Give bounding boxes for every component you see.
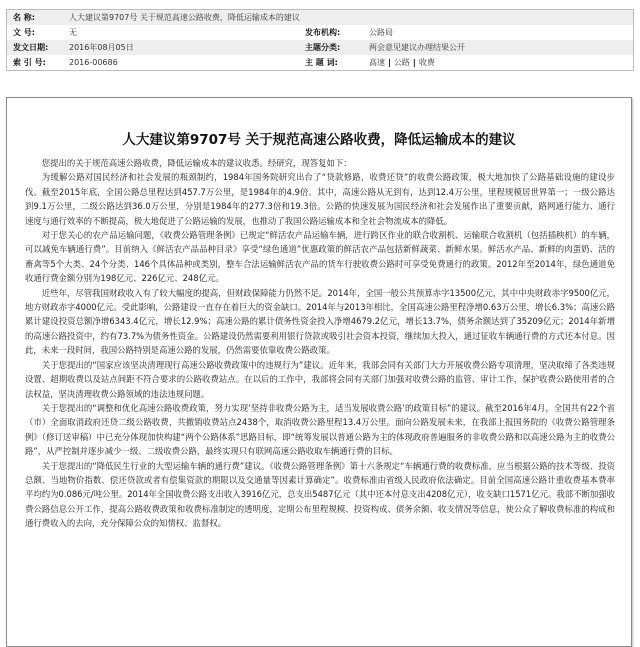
body-paragraph: 近些年，尽管我国财政收入有了较大幅度的提高，但财政保障能力仍然不足。2014年，全国一般公共预算赤字13500亿元，其中中央财政赤字9500亿元，地方财政赤字4000亿元。受此影响，公路建设一直存在着巨大的资金缺口。2014年与2013年相比，全国高速公路里程净增0.63万公里，增长6.3%；高速公路累计建设投资总额净增6343.4亿元，增长12.9%；高速公路的累计债务性资金投入净增4679.2亿元，增长13.7%，债务余额达到了35209亿元；2014年新增的高速公路投资中，约有73.7%为债务性资金。公路建设仍然需要利用银行贷款或吸引社会资本投资，继续加大投入，通过征收车辆通行费的方式还本付息。因此，未来一段时间，我国公路特别是高速公路的发展，仍然需要依靠收费公路政策。 bbox=[25, 287, 615, 356]
org-value: 公路局 bbox=[369, 28, 393, 37]
document-body bbox=[25, 156, 615, 531]
org-label: 发布机构: bbox=[305, 28, 341, 37]
index-value: 2016-00686 bbox=[69, 58, 118, 67]
metadata-row-date bbox=[7, 40, 634, 55]
body-paragraph: 关于您提出的“调整和优化高速公路收费政策，努力实现‘坚持非收费公路为主，适当发展收费公路’的政策目标”的建议。截至2016年4月，全国共有22个省（市）全面取消政府还贷二级公路收费，共撤销收费站点2438个，取消收费公路里程13.4万公里。面向公路发展未来，在我部上报国务院的《收费公路管理条例》（修订送审稿）中已充分体现加快构建“两个公路体系”思路目标，即“统筹发展以普通公路为主的体现政府普遍服务的非收费公路和以高速公路为主的收费公路”，从严控制并逐步减少一级、二级收费公路，最终实现只有联网高速公路收取车辆通行费的目标。 bbox=[25, 402, 615, 457]
metadata-row-name bbox=[7, 10, 634, 26]
index-label: 索 引 号: bbox=[13, 58, 46, 67]
name-value: 人大建议第9707号 关于规范高速公路收费，降低运输成本的建议 bbox=[63, 10, 634, 26]
date-value: 2016年08月05日 bbox=[63, 40, 299, 55]
document-panel bbox=[6, 97, 632, 647]
keywords-label: 主 题 词: bbox=[305, 58, 338, 67]
category-value: 两会意见建议办理结果公开 bbox=[363, 40, 634, 55]
metadata-row-index bbox=[7, 55, 634, 71]
body-paragraph: 关于您提出的“国家应该坚决清理现行高速公路收费政策中的违规行为”建议。近年来，我部会同有关部门大力开展收费公路专项清理，坚决取缔了各类违规设置、超期收费以及站点间距不符合要求的公路收费站点。在以后的工作中，我部将会同有关部门加强对收费公路的监管、审计工作，保护收费公路使用者的合法权益，坚决清理收费公路领域的违法违规问题。 bbox=[25, 359, 615, 399]
category-label: 主题分类: bbox=[299, 40, 363, 55]
document-metadata-table bbox=[6, 9, 634, 71]
name-label: 名 称: bbox=[7, 10, 64, 26]
body-paragraph: 为缓解公路对国民经济和社会发展的瓶颈制约，1984年国务院研究出台了“贷款修路，收费还贷”的收费公路政策，极大地加快了公路基础设施的建设步伐。截至2015年底，全国公路总里程达到457.7万公里，是1984年的4.9倍。其中，高速公路从无到有，达到12.4万公里，里程规模居世界第一；一级公路达到9.1万公里，二级公路达到36.0万公里，分别是1984年的277.3倍和19.3倍。公路的快速发展为国民经济和社会发展作出了重要贡献，路网通行能力、通行速度与通行效率的不断提高，极大地促进了公路运输的发展，也推动了我国公路运输成本和全社会物流成本的降低。 bbox=[25, 172, 615, 226]
body-paragraph: 您提出的关于规范高速公路收费，降低运输成本的建议收悉。经研究，现答复如下： bbox=[41, 158, 352, 168]
keyword: 收费 bbox=[418, 58, 435, 67]
keyword: 公路 bbox=[393, 58, 410, 67]
metadata-row-docno bbox=[7, 25, 634, 40]
docno-label: 文 号: bbox=[13, 28, 35, 37]
docno-value: 无 bbox=[69, 28, 77, 37]
date-label: 发文日期: bbox=[7, 40, 64, 55]
keywords-value: 高速 | 公路 | 收费 bbox=[369, 58, 435, 67]
body-paragraph: 对于您关心的农产品运输问题，《收费公路管理条例》已规定“鲜活农产品运输车辆，进行跨区作业的联合收割机、运输联合收割机（包括插秧机）的车辆，可以减免车辆通行费”。目前纳入《鲜活农产品品种目录》享受“绿色通道”优惠政策的鲜活农产品包括新鲜蔬菜、新鲜水果、鲜活水产品、新鲜的肉蛋奶、活的畜禽等5个大类、24个分类、146个具体品种或类别，整车合法运输鲜活农产品的货车行驶收费公路时可享受免费通行的政策。2012年至2014年，绿色通道免收通行费金额分别为198亿元、226亿元、248亿元。 bbox=[25, 230, 615, 284]
document-title: 人大建议第9707号 关于规范高速公路收费，降低运输成本的建议 bbox=[122, 132, 516, 148]
body-paragraph: 关于您提出的“降低民生行业的大型运输车辆的通行费”建议。《收费公路管理条例》第十六条规定“车辆通行费的收费标准，应当根据公路的技术等级、投资总额、当地物价指数、偿还贷款或者有偿集资款的期限以及交通量等因素计算确定”。收费标准由省级人民政府依法确定。目前全国高速公路计重收费基本费率平均约为0.086元/吨公里。2014年全国收费公路支出收入3916亿元，总支出5487亿元（其中还本付息支出4208亿元），收支缺口1571亿元。我部不断加强收费公路信息公开工作，提高公路收费政策和收费标准制定的透明度，定期公布里程规模、投资构成、债务余额、收支情况等信息，使公众了解收费标准的构成和通行费收入的去向，充分保障公众的知情权、监督权。 bbox=[25, 460, 615, 529]
keyword: 高速 bbox=[369, 58, 385, 67]
